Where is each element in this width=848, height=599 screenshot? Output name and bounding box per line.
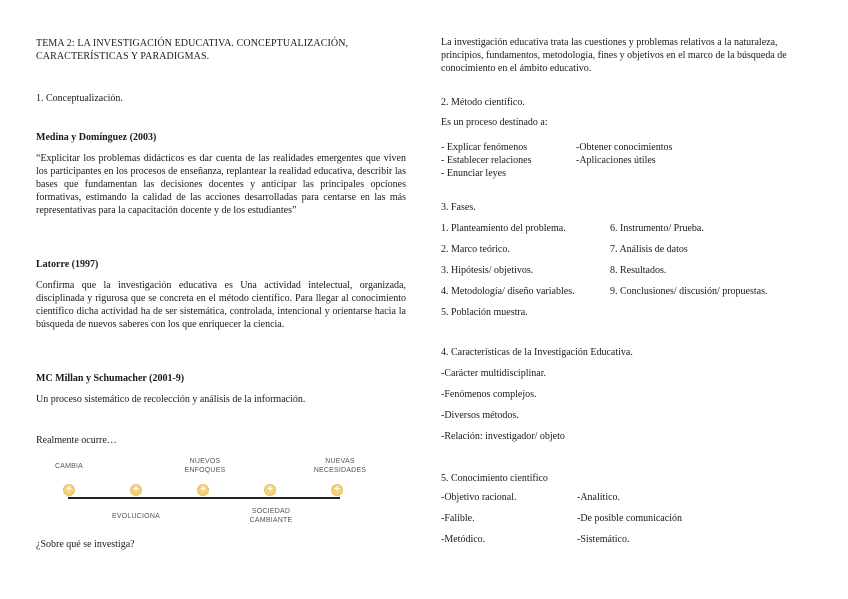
knowledge-list-1 [441,491,576,554]
list-item: -Falible. [441,513,475,524]
method-intro: Es un proceso destinado a: [441,117,548,128]
realmente-ocurre: Realmente ocurre… [36,435,117,446]
list-item: -Fenómenos complejos. [441,389,537,400]
list-item: -Sistemático. [577,534,630,545]
method-list-2 [576,141,672,167]
timeline-marker-plus-icon: + [197,484,209,496]
mcmillan-text: Un proceso sistemático de recolección y análisis de la información. [36,394,306,405]
list-item: 1. Planteamiento del problema. [441,223,566,234]
section-fases: 3. Fases. [441,202,476,213]
list-item: 6. Instrumento/ Prueba. [610,223,704,234]
timeline-label-nuevas-necesidades: NUEVAS NECESIDADES [313,458,367,474]
phases-list-2 [610,222,810,306]
list-item: -Analítico. [577,492,621,503]
section-conocimiento: 5. Conocimiento científico [441,473,548,484]
question-sobre-que: ¿Sobre qué se investiga? [36,539,135,550]
list-item: 4. Metodología/ diseño variables. [441,286,575,297]
timeline-label-sociedad-cambiante: SOCIEDAD CAMBIANTE [249,508,293,524]
list-item: -Obtener conocimientos [576,142,673,153]
list-item: 2. Marco teórico. [441,244,510,255]
latorre-heading: Latorre (1997) [36,259,99,270]
timeline-marker-plus-icon: + [264,484,276,496]
section-caracteristicas: 4. Características de la Investigación Educativa. [441,347,633,358]
list-item: -Carácter multidisciplinar. [441,368,546,379]
characteristics-list [441,367,565,451]
list-item: -Metódico. [441,534,486,545]
list-item: - Explicar fenómenos [441,142,528,153]
list-item: -Diversos métodos. [441,410,519,421]
page-title: TEMA 2: LA INVESTIGACIÓN EDUCATIVA. CONCEPTUALIZACIÓN, CARACTERÍSTICAS Y PARADIGMAS. [36,38,349,62]
mcmillan-heading: MC Millan y Schumacher (2001-9) [36,373,185,384]
list-item: -De posible comunicación [577,513,682,524]
latorre-text: Confirma que la investigación educativa es Una actividad intelectual, organizada, disciplinada y rigurosa que se concreta en el método científico. Para llegar al conocimiento científico dicha actividad ha de ser sistemática, controlada, intencional y orientarse hacia la búsqueda de nuevos saberes con los que enriquecer la ciencia. [36,280,406,330]
timeline-diagram [40,452,410,532]
timeline-label-cambia: CAMBIA [54,463,84,470]
list-item: -Relación: investigador/ objeto [441,431,565,442]
list-item: 7. Análisis de datos [610,244,688,255]
list-item: - Enunciar leyes [441,168,506,179]
method-list-1 [441,141,532,180]
list-item: -Aplicaciones útiles [576,155,656,166]
list-item: 5. Población muestra. [441,307,528,318]
section-metodo: 2. Método científico. [441,97,525,108]
timeline-marker-plus-icon: + [130,484,142,496]
list-item: - Establecer relaciones [441,155,532,166]
list-item: -Objetivo racional. [441,492,517,503]
list-item: 3. Hipótesis/ objetivos. [441,265,534,276]
list-item: 9. Conclusiones/ discusión/ propuestas. [610,286,768,297]
timeline-line [68,497,340,499]
list-item: 8. Resultados. [610,265,667,276]
phases-list-1 [441,222,611,327]
section-conceptualizacion: 1. Conceptualización. [36,93,123,104]
timeline-marker-plus-icon: + [331,484,343,496]
timeline-label-evoluciona: EVOLUCIONA [112,513,160,520]
medina-quote: “Explicitar los problemas didácticos es dar cuenta de las realidades emergentes que viven los participantes en los procesos de enseñanza, replantear la realidad educativa, describir las bases que fundamentan las decisiones docentes y anticipar las principales opciones formativas, estimando la calidad de las acciones desarrolladas para centarse en las más representativas para la capacitación docente y de los estudiantes” [36,153,406,216]
medina-heading: Medina y Domínguez (2003) [36,132,157,143]
timeline-label-nuevos-enfoques: NUEVOS ENFOQUES [184,458,226,474]
timeline-marker-plus-icon: + [63,484,75,496]
intro-paragraph: La investigación educativa trata las cuestiones y problemas relativos a la naturaleza, principios, fundamentos, metodología, fines y objetivos en el marco de la búsqueda de conocimiento en el ámbito educativo. [441,37,787,74]
knowledge-list-2 [577,491,777,554]
